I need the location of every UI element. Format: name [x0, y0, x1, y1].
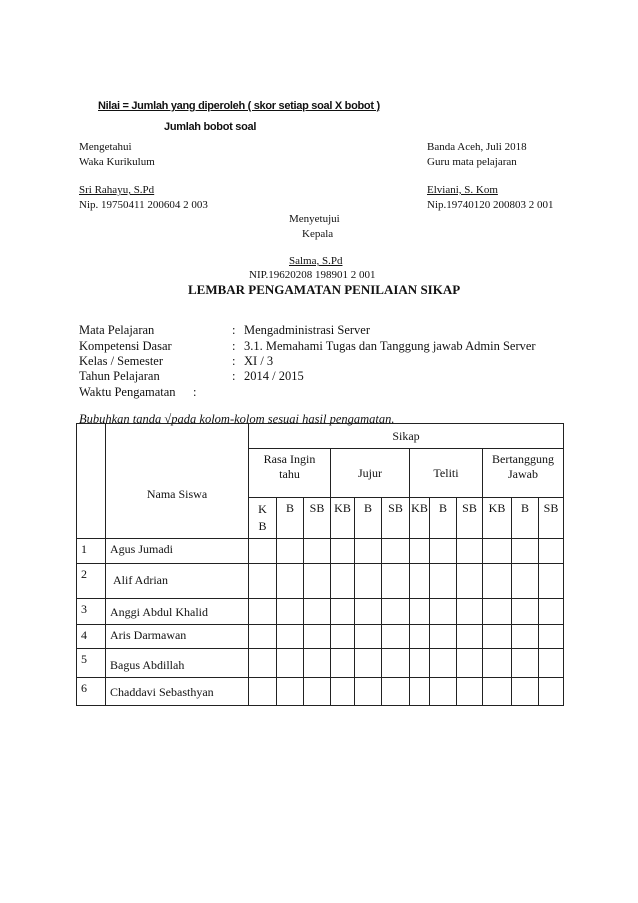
sub-header-cell: B	[512, 498, 539, 539]
header-no-cell	[77, 424, 106, 539]
check-cell[interactable]	[331, 599, 355, 625]
info-value-mapel: Mengadministrasi Server	[244, 323, 371, 337]
row-name: Alif Adrian	[106, 564, 249, 599]
table-row	[77, 539, 564, 564]
info-sep-mapel: :	[232, 323, 236, 337]
check-cell[interactable]	[355, 599, 382, 625]
check-cell[interactable]	[382, 539, 410, 564]
check-cell[interactable]	[539, 539, 564, 564]
check-cell[interactable]	[512, 678, 539, 706]
header-jujur: Jujur	[331, 449, 410, 498]
check-cell[interactable]	[539, 564, 564, 599]
table-row	[77, 564, 564, 599]
row-name: Anggi Abdul Khalid	[106, 599, 249, 625]
check-cell[interactable]	[382, 599, 410, 625]
left-sign-name: Sri Rahayu, S.Pd	[79, 184, 155, 196]
check-cell[interactable]	[277, 599, 304, 625]
row-no: 4	[77, 625, 106, 649]
check-cell[interactable]	[483, 678, 512, 706]
check-cell[interactable]	[304, 649, 331, 678]
check-cell[interactable]	[430, 539, 457, 564]
check-cell[interactable]	[430, 678, 457, 706]
check-cell[interactable]	[355, 678, 382, 706]
check-cell[interactable]	[430, 564, 457, 599]
row-name: Agus Jumadi	[106, 539, 249, 564]
formula-denominator: Jumlah bobot soal	[164, 121, 257, 133]
check-cell[interactable]	[539, 678, 564, 706]
row-name: Aris Darmawan	[106, 625, 249, 649]
center-sign-nip: NIP.19620208 198901 2 001	[249, 269, 376, 281]
right-sign-name: Elviani, S. Kom	[427, 184, 498, 196]
check-cell[interactable]	[457, 599, 483, 625]
info-value-tahun: 2014 / 2015	[244, 369, 304, 383]
check-cell[interactable]	[249, 564, 277, 599]
check-cell[interactable]	[410, 649, 430, 678]
check-cell[interactable]	[304, 564, 331, 599]
check-cell[interactable]	[249, 678, 277, 706]
table-row	[77, 625, 564, 649]
sub-header-cell: B	[355, 498, 382, 539]
info-sep-tahun: :	[232, 369, 236, 383]
check-cell[interactable]	[483, 539, 512, 564]
header-nama-siswa: Nama Siswa	[106, 424, 249, 539]
instruction-text: Bubuhkan tanda √pada kolom-kolom sesuai hasil pengamatan.	[79, 412, 395, 426]
check-cell[interactable]	[331, 539, 355, 564]
check-cell[interactable]	[382, 625, 410, 649]
check-cell[interactable]	[277, 564, 304, 599]
info-label-kelas: Kelas / Semester	[79, 354, 164, 368]
info-label-waktu: Waktu Pengamatan	[79, 385, 176, 399]
info-label-kd: Kompetensi Dasar	[79, 339, 172, 353]
check-cell[interactable]	[304, 539, 331, 564]
check-cell[interactable]	[457, 678, 483, 706]
check-cell[interactable]	[355, 649, 382, 678]
sub-header-cell: K B	[249, 498, 277, 539]
check-cell[interactable]	[355, 564, 382, 599]
center-sign-name: Salma, S.Pd	[289, 255, 343, 267]
info-sep-kelas: :	[232, 354, 236, 368]
formula-numerator: Nilai = Jumlah yang diperoleh ( skor setiap soal X bobot )	[98, 100, 380, 112]
check-cell[interactable]	[457, 539, 483, 564]
sub-header-cell: B	[430, 498, 457, 539]
sub-header-cell: B	[277, 498, 304, 539]
sub-header-cell: KB	[331, 498, 355, 539]
sub-header-cell: SB	[382, 498, 410, 539]
attitude-table	[76, 423, 564, 706]
right-sign-nip: Nip.19740120 200803 2 001	[427, 199, 554, 211]
sub-header-cell: SB	[539, 498, 564, 539]
check-cell[interactable]	[410, 539, 430, 564]
table-row	[77, 599, 564, 625]
check-cell[interactable]	[457, 564, 483, 599]
sub-header-cell: KB	[410, 498, 430, 539]
header-teliti: Teliti	[410, 449, 483, 498]
check-cell[interactable]	[277, 678, 304, 706]
check-cell[interactable]	[304, 625, 331, 649]
table-row	[77, 649, 564, 678]
table-row	[77, 678, 564, 706]
check-cell[interactable]	[483, 599, 512, 625]
row-no: 3	[77, 599, 106, 625]
left-sign-line2: Waka Kurikulum	[79, 156, 155, 168]
check-cell[interactable]	[512, 599, 539, 625]
check-cell[interactable]	[512, 625, 539, 649]
check-cell[interactable]	[539, 649, 564, 678]
check-cell[interactable]	[410, 599, 430, 625]
check-cell[interactable]	[249, 649, 277, 678]
check-cell[interactable]	[331, 564, 355, 599]
check-cell[interactable]	[512, 539, 539, 564]
check-cell[interactable]	[382, 564, 410, 599]
check-cell[interactable]	[539, 625, 564, 649]
check-cell[interactable]	[410, 678, 430, 706]
header-sikap: Sikap	[249, 424, 564, 449]
info-value-kelas: XI / 3	[244, 354, 274, 368]
check-cell[interactable]	[277, 539, 304, 564]
check-cell[interactable]	[382, 678, 410, 706]
center-sign-line1: Menyetujui	[289, 213, 340, 225]
check-cell[interactable]	[512, 564, 539, 599]
check-cell[interactable]	[382, 649, 410, 678]
check-cell[interactable]	[457, 625, 483, 649]
check-cell[interactable]	[249, 599, 277, 625]
row-name: Chaddavi Sebasthyan	[106, 678, 249, 706]
check-cell[interactable]	[483, 625, 512, 649]
check-cell[interactable]	[331, 649, 355, 678]
check-cell[interactable]	[249, 625, 277, 649]
row-name: Bagus Abdillah	[106, 649, 249, 678]
info-value-kd: 3.1. Memahami Tugas dan Tanggung jawab Admin Server	[244, 339, 536, 353]
info-sep-kd: :	[232, 339, 236, 353]
check-cell[interactable]	[277, 625, 304, 649]
check-cell[interactable]	[331, 625, 355, 649]
header-bertanggung-jawab: Bertanggung Jawab	[483, 449, 564, 498]
info-label-mapel: Mata Pelajaran	[79, 323, 155, 337]
check-cell[interactable]	[249, 539, 277, 564]
info-label-tahun: Tahun Pelajaran	[79, 369, 160, 383]
row-no: 5	[77, 649, 106, 678]
check-cell[interactable]	[304, 678, 331, 706]
check-cell[interactable]	[355, 539, 382, 564]
right-sign-line1: Banda Aceh, Juli 2018	[427, 141, 527, 153]
right-sign-line2: Guru mata pelajaran	[427, 156, 517, 168]
check-cell[interactable]	[483, 649, 512, 678]
check-cell[interactable]	[355, 625, 382, 649]
row-no: 1	[77, 539, 106, 564]
check-cell[interactable]	[277, 649, 304, 678]
check-cell[interactable]	[331, 678, 355, 706]
check-cell[interactable]	[410, 625, 430, 649]
check-cell[interactable]	[410, 564, 430, 599]
check-cell[interactable]	[304, 599, 331, 625]
center-sign-line2: Kepala	[302, 228, 334, 240]
check-cell[interactable]	[430, 599, 457, 625]
check-cell[interactable]	[430, 649, 457, 678]
check-cell[interactable]	[539, 599, 564, 625]
check-cell[interactable]	[483, 564, 512, 599]
info-sep-waktu: :	[193, 385, 197, 399]
left-sign-line1: Mengetahui	[79, 141, 132, 153]
row-no: 2	[77, 564, 106, 599]
left-sign-nip: Nip. 19750411 200604 2 003	[79, 199, 208, 211]
sub-header-cell: SB	[304, 498, 331, 539]
sub-header-cell: SB	[457, 498, 483, 539]
check-cell[interactable]	[430, 625, 457, 649]
sub-header-cell: KB	[483, 498, 512, 539]
page-title: LEMBAR PENGAMATAN PENILAIAN SIKAP	[188, 282, 461, 297]
check-cell[interactable]	[457, 649, 483, 678]
row-no: 6	[77, 678, 106, 706]
check-cell[interactable]	[512, 649, 539, 678]
header-rasa-ingin-tahu: Rasa Ingin tahu	[249, 449, 331, 498]
